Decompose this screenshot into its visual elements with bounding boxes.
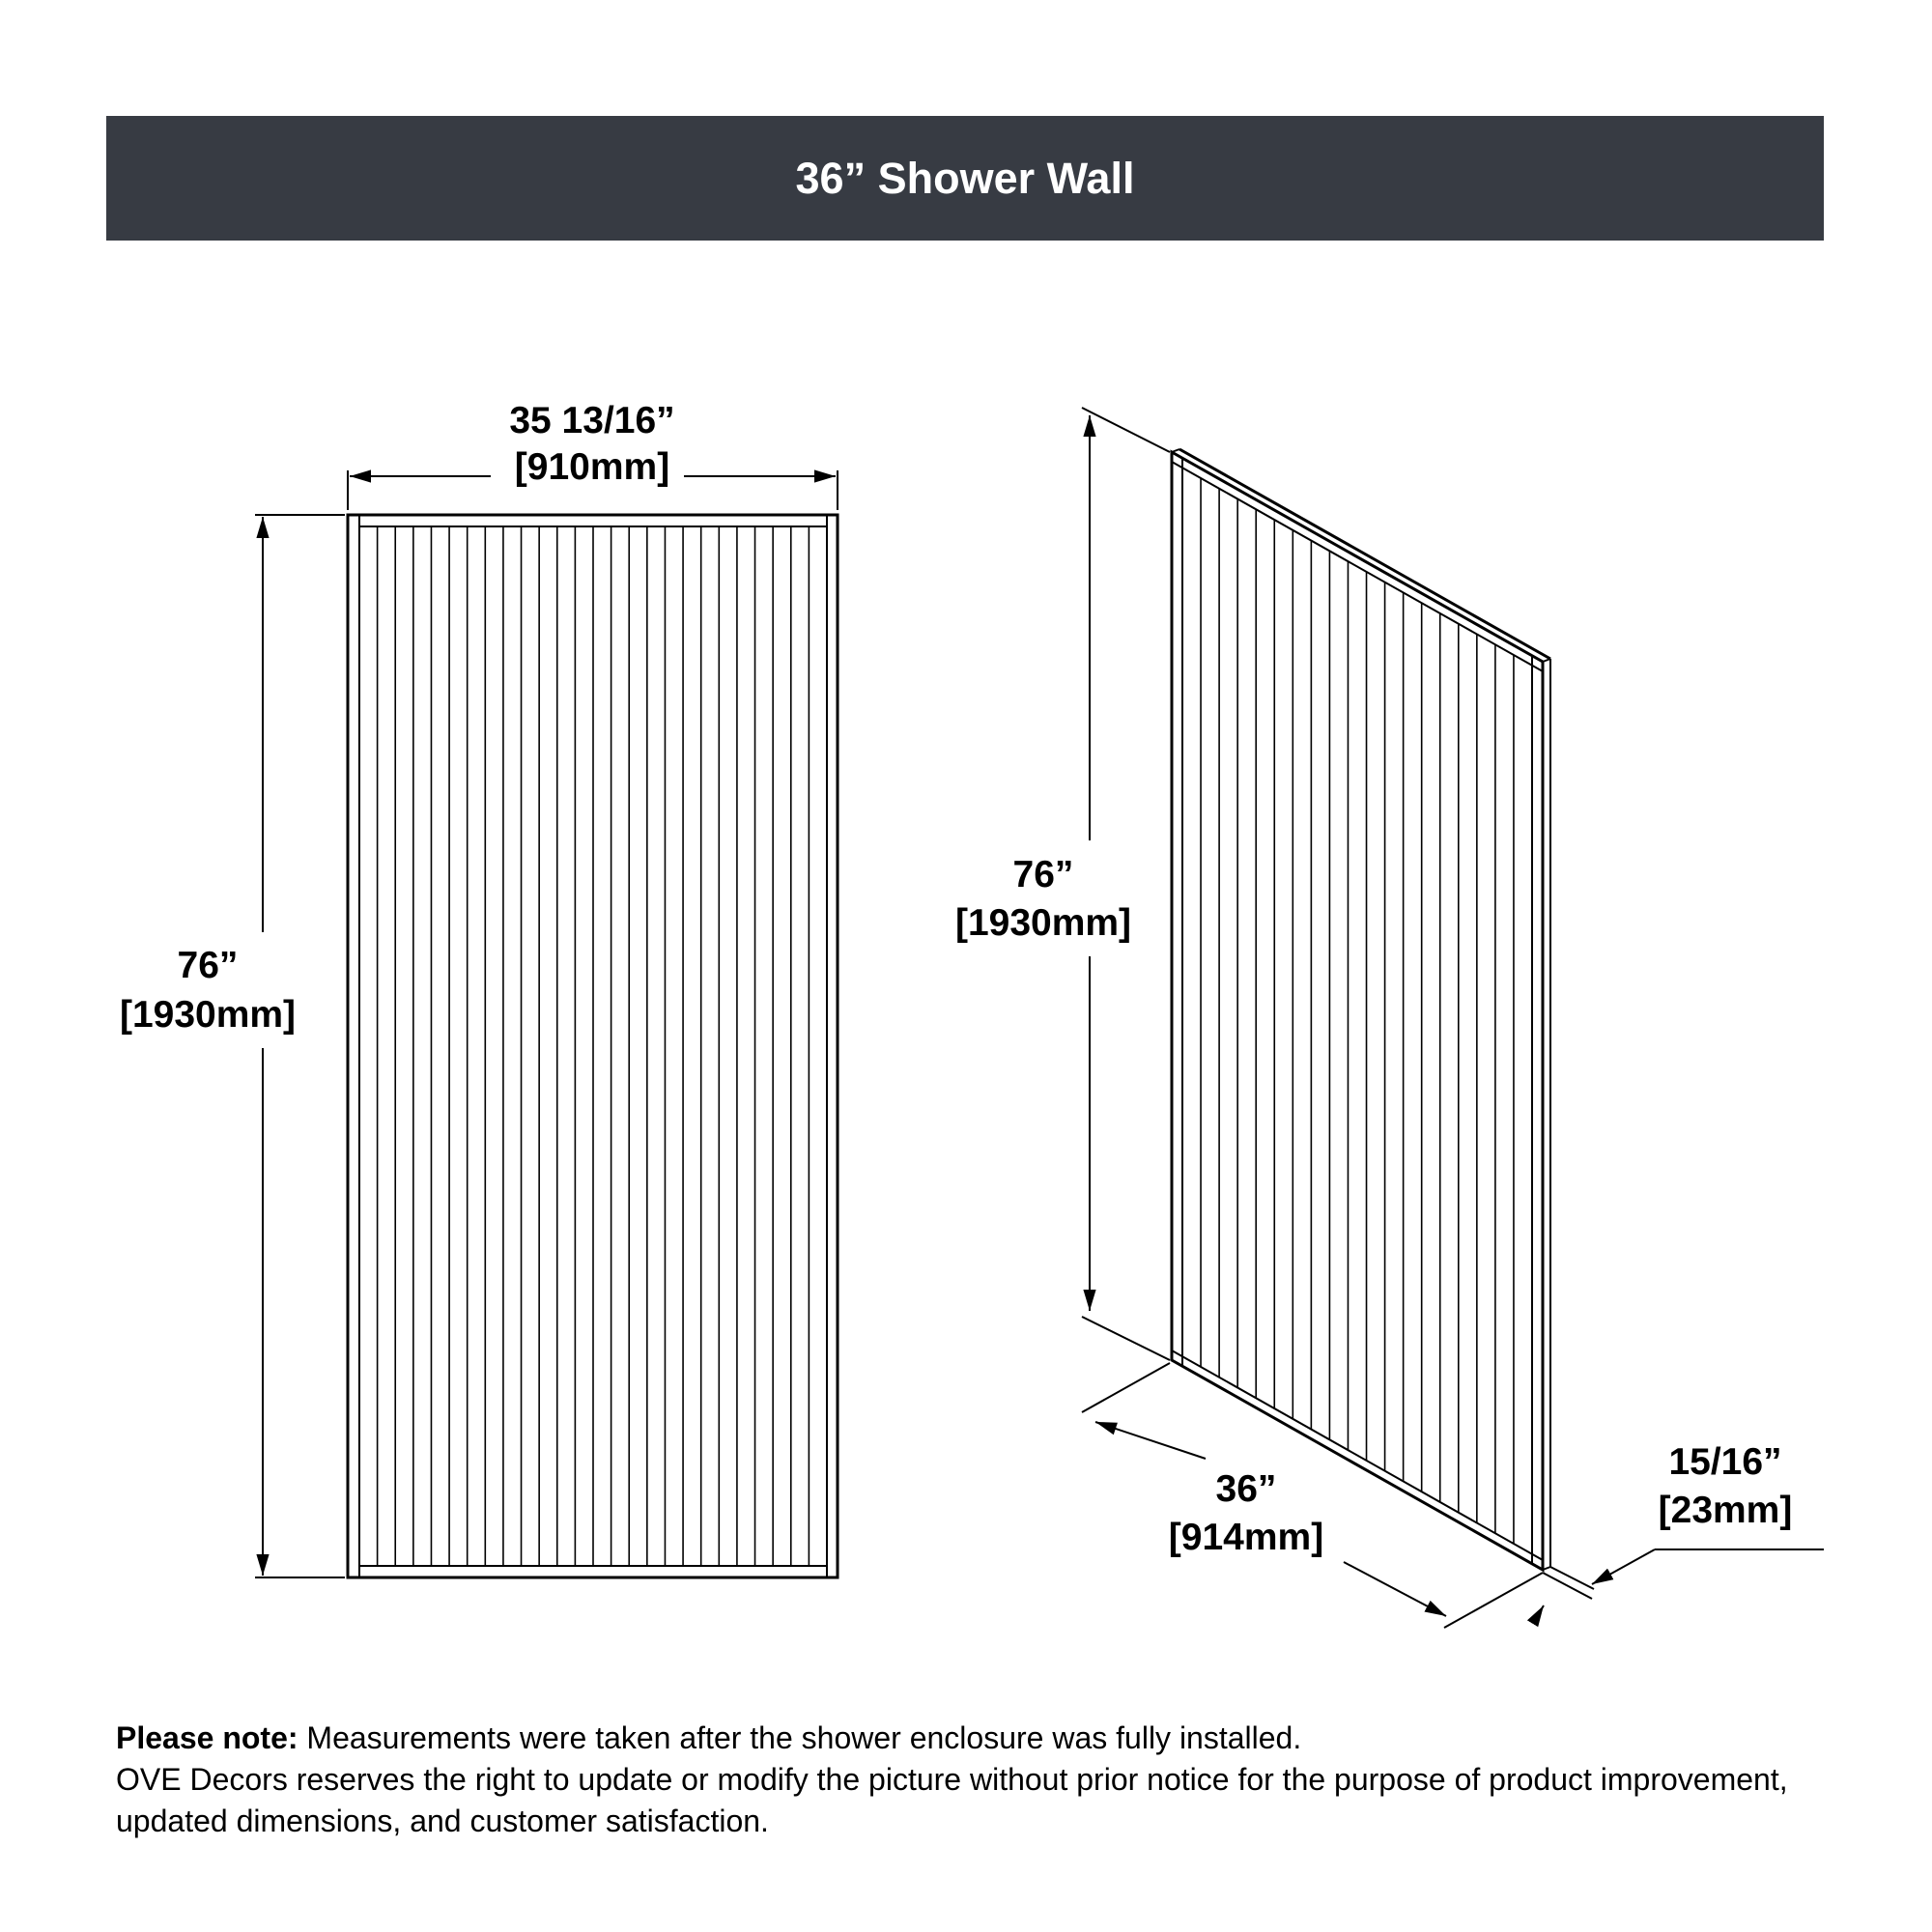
front-width-mm: [910mm] <box>514 446 670 488</box>
front-height-dimension <box>255 515 345 1577</box>
iso-thickness-mm: [23mm] <box>1658 1490 1793 1531</box>
front-height-inches: 76” <box>177 945 239 986</box>
note-text-2: OVE Decors reserves the right to update or modify the picture without prior notice for the purpose of product improvement, updated dimensions, and customer satisfaction. <box>116 1762 1788 1838</box>
iso-thickness-dimension <box>1533 1549 1824 1623</box>
iso-view-panel <box>1172 449 1550 1570</box>
iso-width-mm: [914mm] <box>1168 1517 1324 1558</box>
front-view-panel <box>348 515 838 1577</box>
iso-height-dimension <box>1082 408 1170 1360</box>
note-line-1 <box>116 1718 1816 1759</box>
iso-width-dimension <box>1082 1363 1543 1628</box>
iso-panel-slats <box>1201 478 1514 1544</box>
iso-thickness-inches: 15/16” <box>1668 1441 1782 1483</box>
note-label: Please note: <box>116 1720 298 1755</box>
disclaimer-note <box>116 1718 1816 1842</box>
iso-height-inches: 76” <box>1012 854 1074 895</box>
front-panel-slats <box>378 526 810 1566</box>
iso-height-mm: [1930mm] <box>954 902 1132 944</box>
front-height-mm: [1930mm] <box>119 994 297 1036</box>
note-text-1: Measurements were taken after the shower enclosure was fully installed. <box>298 1720 1302 1755</box>
iso-width-inches: 36” <box>1215 1468 1277 1510</box>
front-width-inches: 35 13/16” <box>509 400 675 441</box>
page-title: 36” Shower Wall <box>795 153 1135 203</box>
